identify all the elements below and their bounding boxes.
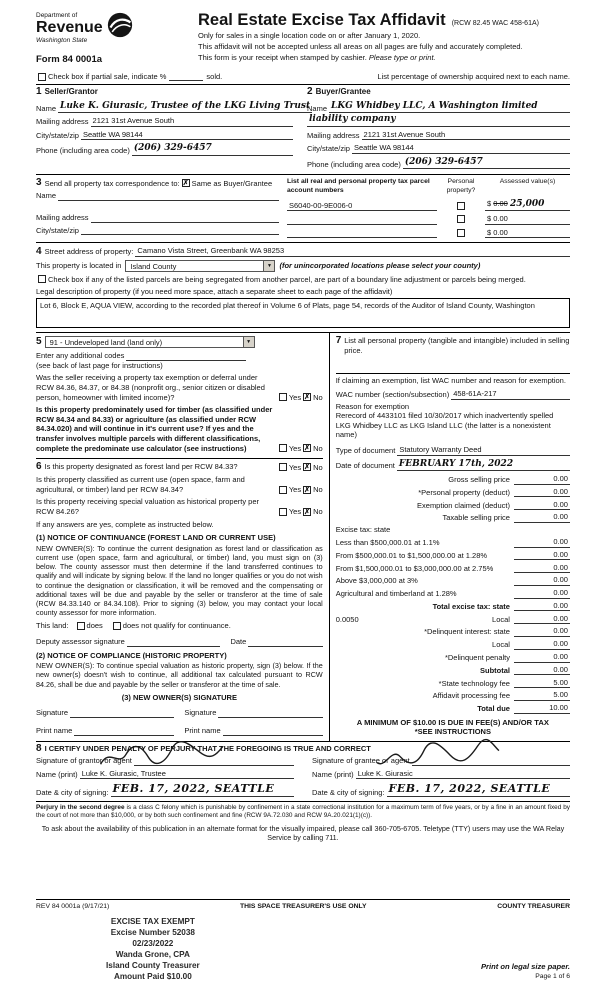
no-label: No — [313, 506, 323, 516]
type-of-document-value: Statutory Warranty Deed — [399, 444, 482, 454]
correspondence-block — [36, 178, 287, 238]
stamp-date: 02/23/2022 — [132, 938, 174, 948]
timber-no-checkbox[interactable]: ✗ — [304, 445, 311, 453]
new-owner-signature-input-1[interactable] — [70, 709, 174, 718]
buyer-phone-input[interactable] — [403, 157, 570, 170]
grantee-date-city-input[interactable] — [387, 782, 570, 797]
assessed-values-header: Assessed value(s) — [499, 178, 556, 186]
fee-row-value[interactable]: 0.00 — [514, 563, 570, 574]
notice-continuance-text: NEW OWNER(S): To continue the current designation as forest land or classification as current use (open space, farm and agricultural, or timber) land, you must sign on (3) below. The county assessor must then determine if the land transferred continues to qualify and will indicate by signing below. If the land no longer qualifies or you do not wish to continue the designation or classification, it will be removed and the compensating or additional taxes will be due and payable by the seller or transferor at the time of sale (RCW 84.33.140 or 84.34.108). Prior to signing (3) below, you may contact your local county assessor for more information. — [36, 543, 323, 618]
page-number: Page 1 of 6 — [535, 973, 570, 981]
seller-csz-value: Seattle WA 98144 — [82, 129, 143, 139]
section-1-number: 1 — [36, 86, 42, 98]
fee-row — [336, 537, 570, 548]
stamp-treasurer-title: Island County Treasurer — [106, 960, 200, 970]
fee-row-prefix: From $1,500,000.01 to $3,000,000.00 at 2.75% — [335, 563, 494, 573]
assessed-value-1[interactable]: $ 0.00 25,000 — [485, 199, 570, 212]
fee-row-label: *Delinquent interest: state — [424, 627, 510, 637]
reason-for-exemption-label: Reason for exemption — [335, 401, 410, 411]
buyer-phone-label: Phone (including area code) — [307, 159, 401, 169]
property-location-section — [36, 242, 570, 332]
land-use-select[interactable] — [45, 336, 255, 348]
personal-property-checkbox-1[interactable] — [457, 202, 465, 210]
personal-property-header: Personal property? — [446, 178, 476, 195]
grantor-name-input[interactable] — [80, 769, 294, 780]
seller-grantor-title: Seller/Grantor — [44, 87, 98, 97]
dept-of-label: Department of — [36, 12, 78, 19]
section-6-number: 6 — [36, 461, 42, 473]
date-of-document-label: Date of document — [335, 461, 395, 471]
reason-for-exemption-value[interactable]: Rerecord of 4433101 filed 10/30/2017 which inadvertently spelled LKG Whidbey LLC as LKG Island LLC (the latter is a nonexistent name) — [335, 411, 554, 440]
form-number: Form 84 0001a — [36, 53, 103, 65]
seller-name-value: Luke K. Giurasic, Trustee of the LKG Living Trust — [60, 100, 311, 111]
buyer-mailing-value: 2121 31st Avenue South — [363, 129, 446, 139]
washington-state-label: Washington State — [36, 37, 88, 45]
new-owners-signature-heading: (3) NEW OWNER(S) SIGNATURE — [121, 692, 237, 702]
parcel-number-value[interactable]: S6040-00-9E006-0 — [287, 201, 437, 212]
alternate-format-notice: To ask about the availability of this publication in an alternate format for the visually impaired, please call 360-705-6705. Teletype (TTY) users may use the WA Relay Service by calling 711. — [41, 823, 565, 842]
this-land-label: This land: — [36, 621, 69, 631]
partial-sale-label: Check box if partial sale, indicate % — [48, 71, 167, 81]
fee-table — [336, 474, 570, 714]
personal-property-checkbox-3[interactable] — [457, 229, 465, 237]
no-label: No — [313, 443, 323, 453]
additional-codes-input[interactable] — [126, 352, 246, 361]
personal-property-list-label: List all personal property (tangible and intangible) included in selling price. — [344, 336, 570, 355]
minimum-due-note: A MINIMUM OF $10.00 IS DUE IN FEE(S) AND/OR TAX — [356, 717, 549, 727]
fee-row — [336, 652, 570, 663]
exemption-intro: If claiming an exemption, list WAC number and reason for exemption. — [335, 376, 566, 386]
exemption-no-checkbox[interactable]: ✗ — [304, 394, 311, 402]
fee-row — [336, 601, 570, 612]
fee-row-value[interactable]: 0.00 — [514, 512, 570, 523]
send-correspondence-label: Send all property tax correspondence to: — [44, 178, 180, 188]
segregated-label: Check box if any of the listed parcels are being segregated from another parcel, are part of a boundary line adjustment or parcels being merged. — [48, 275, 526, 285]
corr-csz-label: City/state/zip — [36, 225, 79, 235]
personal-property-blank-area[interactable] — [336, 355, 570, 373]
yes-label: Yes — [288, 506, 302, 516]
seller-mailing-value: 2121 31st Avenue South — [92, 116, 175, 126]
historic-no-checkbox[interactable]: ✗ — [304, 508, 311, 516]
corr-name-input[interactable] — [58, 192, 279, 201]
forest-land-question: Is this property designated as forest land per RCW 84.33? — [44, 462, 238, 472]
fee-row-prefix: Agricultural and timberland at 1.28% — [335, 589, 457, 599]
fee-row — [336, 703, 570, 714]
buyer-grantee-title: Buyer/Grantee — [315, 87, 371, 97]
land-use-value: 91 - Undeveloped land (land only) — [49, 338, 163, 348]
fee-row-label: Taxable selling price — [442, 513, 510, 523]
no-label: No — [313, 484, 323, 494]
no-label: No — [313, 392, 323, 402]
county-select[interactable] — [125, 260, 275, 272]
buyer-phone-value: (206) 329-6457 — [404, 156, 483, 167]
stamp-exempt-line: EXCISE TAX EXEMPT — [110, 916, 195, 926]
fee-row-value[interactable]: 5.00 — [514, 678, 570, 689]
fee-row — [336, 525, 570, 535]
grantee-date-city-value: FEB. 17, 2022, SEATTLE — [388, 782, 551, 796]
deputy-assessor-signature-input[interactable] — [127, 638, 221, 647]
tax-exemption-question: Was the seller receiving a property tax exemption or deferral under RCW 84.36, 84.37, or 84.38 (nonprofit org., senior citizen or disabled person, homeowner with limited income)? — [36, 373, 265, 402]
street-address-input[interactable] — [135, 246, 570, 257]
revenue-label: Revenue — [36, 19, 103, 37]
buyer-name-value-2: liability company — [309, 114, 396, 125]
stamp-excise-number: Excise Number 52038 — [110, 927, 195, 937]
section-7-number: 7 — [335, 335, 342, 347]
assessed-value-3[interactable]: $ 0.00 — [485, 228, 570, 239]
new-owner-signature-input-2[interactable] — [218, 709, 322, 718]
buyer-mailing-input[interactable] — [362, 130, 570, 141]
seller-csz-label: City/state/zip — [36, 130, 79, 140]
personal-property-checkbox-2[interactable] — [457, 215, 465, 223]
notice-compliance-heading: (2) NOTICE OF COMPLIANCE (HISTORIC PROPERTY) — [36, 650, 227, 660]
fee-row-value[interactable]: 0.00 — [514, 550, 570, 561]
new-owner-print-input-1[interactable] — [74, 727, 174, 736]
fee-row-value[interactable]: 0.00 — [514, 588, 570, 599]
historic-question: Is this property receiving special valuation as historical property per RCW 84.26? — [36, 497, 260, 516]
buyer-name-value: LKG Whidbey LLC, A Washington limited — [331, 100, 538, 111]
fee-row — [336, 474, 570, 485]
header-note-2: This affidavit will not be accepted unless all areas on all pages are fully and accurately completed. — [198, 41, 523, 51]
parcel-numbers-header: List all real and personal property tax parcel account numbers — [286, 178, 430, 195]
fee-row — [336, 512, 570, 523]
fee-row-value[interactable]: 0.00 — [514, 537, 570, 548]
stamp-treasurer-name: Wanda Grone, CPA — [115, 949, 190, 959]
use-classification-column — [36, 333, 330, 741]
type-of-document-label: Type of document — [335, 445, 396, 455]
grantor-signature-block — [36, 756, 294, 797]
deputy-assessor-signature-label: Deputy assessor signature — [36, 637, 125, 647]
yes-label: Yes — [288, 462, 302, 472]
fee-row-prefix: Excise tax: state — [335, 525, 391, 535]
same-as-buyer-checkbox[interactable]: ✗ — [182, 180, 189, 188]
assessed-value-struck: 0.00 — [493, 198, 508, 208]
legal-description-label: Legal description of property (if you need more space, attach a separate sheet to each page of the affidavit) — [36, 286, 393, 296]
tax-column — [330, 333, 570, 741]
seller-mailing-label: Mailing address — [36, 117, 89, 127]
yes-label: Yes — [288, 484, 302, 494]
no-label: No — [313, 462, 323, 472]
fee-row-value[interactable]: 0.00 — [514, 487, 570, 498]
fee-row — [336, 665, 570, 676]
fee-row-value[interactable]: 0.00 — [514, 626, 570, 637]
grantor-date-city-input[interactable] — [111, 782, 294, 797]
fee-row — [336, 575, 570, 586]
assessed-value-2[interactable]: $ 0.00 — [485, 214, 570, 225]
segregated-checkbox[interactable] — [38, 275, 46, 283]
grantor-name-value: Luke K. Giurasic, Trustee — [81, 768, 166, 778]
buyer-csz-input[interactable] — [352, 143, 570, 154]
corr-mailing-input[interactable] — [91, 214, 279, 223]
parties-section — [36, 84, 570, 174]
fee-row-label: *State technology fee — [438, 678, 510, 688]
current-use-yes-checkbox[interactable] — [279, 486, 287, 494]
partial-sale-suffix: sold. — [206, 71, 223, 81]
located-note: (for unincorporated locations please select your county) — [279, 261, 481, 271]
does-label: does — [86, 621, 103, 631]
seller-phone-label: Phone (including area code) — [36, 146, 130, 156]
legal-size-note: Print on legal size paper. — [480, 961, 570, 971]
does-not-label: does not qualify for continuance. — [122, 621, 231, 631]
current-use-question: Is this property classified as current use (open space, farm and agricultural, or timber) land per RCW 84.34? — [36, 475, 245, 494]
wac-number-label: WAC number (section/subsection) — [335, 389, 450, 399]
fee-row-label: *Delinquent penalty — [444, 653, 510, 662]
grantee-signature-label: Signature of grantee or agent — [312, 756, 410, 766]
fee-row — [336, 678, 570, 689]
located-in-label: This property is located in — [36, 261, 122, 271]
parcel-number-input-3[interactable] — [287, 229, 437, 238]
print-name-label: Print name — [36, 726, 73, 736]
fee-row — [336, 588, 570, 599]
signature-label: Signature — [36, 708, 69, 718]
fee-row-label: Local — [492, 614, 510, 624]
parcel-number-input-2[interactable] — [287, 216, 437, 225]
yes-label: Yes — [288, 443, 302, 453]
wac-number-value: 458-61A-217 — [453, 388, 497, 398]
grantee-name-input[interactable] — [356, 769, 570, 780]
see-back-note: (see back of last page for instructions) — [36, 360, 163, 370]
current-use-no-checkbox[interactable]: ✗ — [304, 486, 311, 494]
seller-phone-value: (206) 329-6457 — [133, 143, 212, 154]
seller-name-label: Name — [36, 103, 57, 113]
signature-label: Signature — [184, 708, 217, 718]
fee-row-value[interactable]: 0.00 — [514, 575, 570, 586]
partial-sale-row — [36, 70, 570, 85]
buyer-mailing-label: Mailing address — [307, 130, 360, 140]
fee-row-label: Gross selling price — [448, 475, 510, 485]
fee-row-prefix: Above $3,000,000 at 3% — [335, 576, 418, 586]
section-8-number: 8 — [36, 743, 42, 755]
fee-row-value[interactable]: 0.00 — [514, 601, 570, 612]
form-title: Real Estate Excise Tax Affidavit — [198, 11, 446, 29]
fee-row — [336, 487, 570, 498]
grantor-signature-label: Signature of grantor or agent — [36, 756, 132, 766]
fee-row — [336, 500, 570, 511]
fee-row-label: *Personal property (deduct) — [418, 487, 510, 497]
county-treasurer-label: COUNTY TREASURER — [497, 902, 570, 910]
wac-number-input[interactable] — [451, 389, 570, 400]
partial-sale-checkbox[interactable] — [38, 73, 46, 81]
buyer-name-label: Name — [307, 103, 328, 113]
grantor-date-city-value: FEB. 17, 2022, SEATTLE — [112, 782, 275, 796]
fee-row-label: Total due — [477, 704, 510, 714]
form-rcw: (RCW 82.45 WAC 458-61A) — [451, 20, 539, 27]
section-4-number: 4 — [36, 246, 42, 258]
new-owner-print-input-2[interactable] — [223, 727, 323, 736]
seller-grantor-block — [36, 86, 311, 169]
date-of-document-input[interactable] — [397, 459, 570, 472]
corr-mailing-label: Mailing address — [36, 212, 89, 222]
buyer-name-input-line2[interactable] — [307, 114, 570, 127]
buyer-csz-label: City/state/zip — [307, 144, 350, 154]
historic-yes-checkbox[interactable] — [279, 508, 287, 516]
same-as-buyer-label: Same as Buyer/Grantee — [191, 178, 273, 188]
seller-csz-input[interactable] — [81, 130, 293, 141]
dor-logo-icon — [107, 12, 133, 38]
type-of-document-input[interactable] — [397, 445, 570, 456]
grantor-name-print-label: Name (print) — [36, 769, 78, 779]
forest-no-checkbox[interactable]: ✗ — [304, 464, 311, 472]
timber-question: Is this property predominately used for timber (as classified under RCW 84.34 and 84.33) or agriculture (as classified under RCW 84.34.020) and will continue in it's current use? If yes and the transfer involves multiple parcels with different classifications, complete the predominate use calculator (see instructions) — [36, 405, 273, 453]
grantee-name-print-label: Name (print) — [312, 769, 354, 779]
legal-description-box[interactable]: Lot 6, Block E, AQUA VIEW, according to the recorded plat thereof in Volume 6 of Plats, page 54, records of the Auditor of Island County, Washington — [36, 298, 570, 328]
corr-csz-input[interactable] — [81, 226, 279, 235]
parcels-table — [287, 178, 570, 238]
fee-row-label: Local — [492, 640, 510, 650]
parcel-row — [287, 228, 570, 239]
fee-row-value[interactable]: 0.00 — [514, 665, 570, 676]
fee-row-value[interactable]: 0.00 — [514, 474, 570, 485]
fee-row-prefix: Less than $500,000.01 at 1.1% — [335, 537, 440, 547]
fee-row — [336, 626, 570, 637]
buyer-csz-value: Seattle WA 98144 — [353, 143, 414, 153]
deputy-date-input[interactable] — [248, 638, 322, 647]
date-label: Date — [230, 637, 247, 647]
seller-phone-input[interactable] — [132, 143, 293, 156]
buyer-name-input[interactable] — [329, 101, 570, 114]
corr-name-label: Name — [36, 191, 57, 201]
fee-row-value[interactable]: 0.00 — [514, 500, 570, 511]
header — [36, 12, 570, 70]
seller-name-input[interactable] — [58, 101, 312, 114]
treasurer-footer — [36, 899, 570, 982]
fee-row — [336, 563, 570, 574]
fee-row-value[interactable]: 0.00 — [514, 652, 570, 663]
header-note-3: This form is your receipt when stamped by cashier. Please type or print. — [198, 53, 436, 62]
fee-row — [336, 690, 570, 701]
section-2-number: 2 — [307, 86, 313, 98]
fee-row-value[interactable]: 5.00 — [514, 690, 570, 701]
exemption-yes-checkbox[interactable] — [279, 393, 287, 401]
fee-row-value[interactable]: 10.00 — [514, 703, 570, 714]
yes-label: Yes — [288, 392, 302, 402]
print-name-label: Print name — [184, 726, 221, 736]
treasurer-stamp — [106, 916, 200, 982]
ownership-note: List percentage of ownership acquired next to each name. — [377, 71, 570, 81]
correspondence-parcels-section — [36, 174, 570, 242]
fee-row-value[interactable]: 0.00 — [514, 639, 570, 650]
if-any-yes-note: If any answers are yes, complete as instructed below. — [36, 519, 214, 529]
parcel-row — [287, 199, 570, 212]
date-of-document-value: FEBRUARY 17th, 2022 — [398, 458, 514, 469]
dor-brand — [36, 12, 186, 66]
fee-row — [336, 550, 570, 561]
street-address-label: Street address of property: — [44, 247, 134, 257]
street-address-value: Camano Vista Street, Greenbank WA 98253 — [137, 246, 285, 256]
chevron-down-icon: ▼ — [243, 337, 254, 347]
middle-columns — [36, 332, 570, 741]
partial-percent-input[interactable] — [169, 73, 203, 81]
rev-number: REV 84 0001a (9/17/21) — [36, 902, 110, 910]
fee-row — [336, 614, 570, 625]
grantee-date-city-label: Date & city of signing: — [312, 787, 385, 797]
forest-yes-checkbox[interactable] — [279, 463, 287, 471]
fee-row-label: Exemption claimed (deduct) — [417, 500, 510, 510]
fee-row-prefix: From $500,000.01 to $1,500,000.00 at 1.28% — [335, 550, 488, 560]
stamp-amount-paid: Amount Paid $10.00 — [113, 971, 192, 981]
section-5-number: 5 — [36, 336, 42, 348]
fee-row-label: Subtotal — [479, 665, 510, 675]
fee-row-label: Total excise tax: state — [432, 601, 510, 611]
see-instructions-note: *SEE INSTRUCTIONS — [414, 727, 491, 737]
fee-row-label: Affidavit processing fee — [432, 691, 510, 701]
fee-row — [336, 639, 570, 650]
assessed-value-handwritten: 25,000 — [509, 198, 545, 209]
notice-compliance-text: NEW OWNER(S): To continue special valuation as historic property, sign (3) below. If the new owner(s) doesn't wish to continue, all additional tax calculated pursuant to RCW 84.26, shall be due and payable by the seller or transferor at the time of sale. — [36, 661, 323, 689]
land-does-not-checkbox[interactable] — [113, 622, 121, 630]
buyer-grantee-block — [303, 87, 570, 169]
certify-statement: I CERTIFY UNDER PENALTY OF PERJURY THAT THE FOREGOING IS TRUE AND CORRECT — [44, 744, 371, 754]
grantor-date-city-label: Date & city of signing: — [36, 787, 109, 797]
timber-yes-checkbox[interactable] — [279, 444, 287, 452]
additional-codes-label: Enter any additional codes — [36, 351, 125, 361]
perjury-notice: Perjury in the second degree is a class C felony which is punishable by confinement in a state correctional institution for a maximum term of five years, or by a fine in an amount fixed by the court of not more than $10,000, or by both such confinement and fine (RCW 9A.72.030 and RCW 9A.20.021(1)(c)). — [36, 801, 570, 820]
chevron-down-icon: ▼ — [263, 261, 274, 271]
treasurer-space-label: THIS SPACE TREASURER'S USE ONLY — [239, 902, 367, 910]
parcel-row — [287, 214, 570, 225]
county-select-value: Island County — [130, 262, 177, 272]
fee-row-value[interactable]: 0.00 — [514, 614, 570, 625]
fee-row-prefix: 0.0050 — [335, 614, 359, 624]
header-titles — [198, 12, 539, 66]
grantee-signature-block — [312, 756, 570, 797]
seller-mailing-input[interactable] — [91, 116, 293, 127]
header-note-1: Only for sales in a single location code on or after January 1, 2020. — [198, 30, 421, 40]
notice-continuance-heading: (1) NOTICE OF CONTINUANCE (FOREST LAND OR CURRENT USE) — [36, 533, 276, 543]
certification-section — [36, 741, 570, 801]
grantee-name-value: Luke K. Giurasic — [357, 768, 413, 778]
section-3-number: 3 — [36, 177, 42, 189]
land-does-checkbox[interactable] — [77, 622, 85, 630]
